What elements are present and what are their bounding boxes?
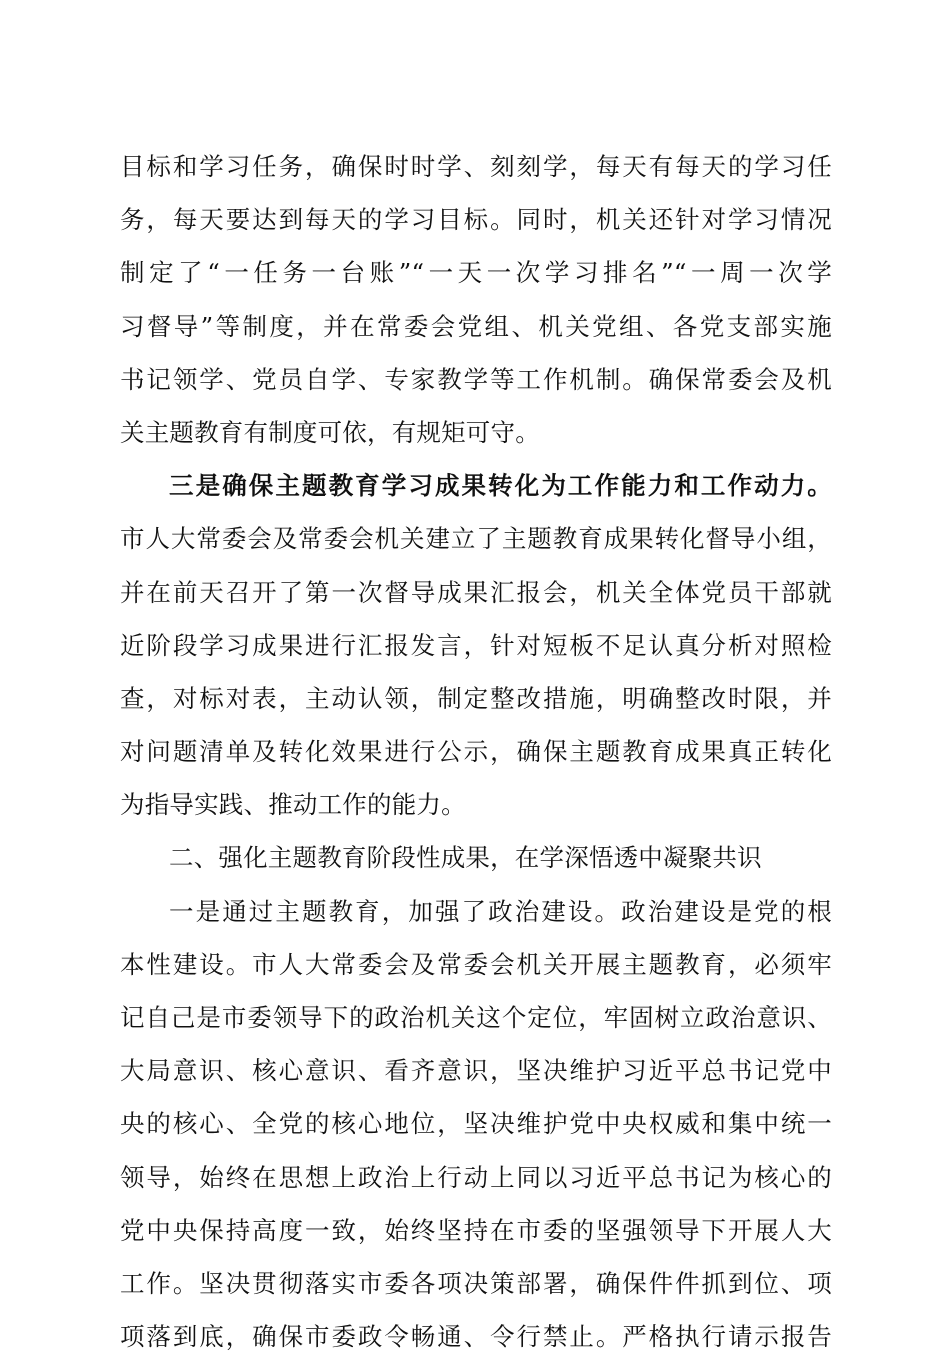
text-line: 市人大常委会及常委会机关建立了主题教育成果转化督导小组， xyxy=(120,524,832,554)
text-line: 记自己是市委领导下的政治机关这个定位，牢固树立政治意识、 xyxy=(120,1003,832,1032)
text-line: 查，对标对表，主动认领，制定整改措施，明确整改时限，并 xyxy=(120,683,832,713)
text-line: 务，每天要达到每天的学习目标。同时，机关还针对学习情况 xyxy=(120,205,832,235)
text-line: 央的核心、全党的核心地位，坚决维护党中央权威和集中统一 xyxy=(120,1109,832,1139)
text-line: 对问题清单及转化效果进行公示，确保主题教育成果真正转化 xyxy=(120,737,832,767)
point-three-lead: 三是确保主题教育学习成果转化为工作能力和工作动力。 xyxy=(169,471,832,501)
text-line: 为指导实践、推动工作的能力。 xyxy=(120,790,466,820)
text-line: 习督导”等制度，并在常委会党组、机关党组、各党支部实施 xyxy=(120,311,832,341)
text-line: 本性建设。市人大常委会及常委会机关开展主题教育，必须牢 xyxy=(120,949,832,979)
text-line: 制定了“一任务一台账”“一天一次学习排名”“一周一次学 xyxy=(120,258,832,288)
text-line: 关主题教育有制度可依，有规矩可守。 xyxy=(120,417,540,447)
text-line: 工作。坚决贯彻落实市委各项决策部署，确保件件抓到位、项 xyxy=(120,1268,832,1298)
text-line: 大局意识、核心意识、看齐意识，坚决维护习近平总书记党中 xyxy=(120,1056,832,1086)
text-line: 书记领学、党员自学、专家教学等工作机制。确保常委会及机 xyxy=(120,364,832,394)
document-body xyxy=(120,140,832,1363)
text-line: 并在前天召开了第一次督导成果汇报会，机关全体党员干部就 xyxy=(120,577,832,607)
text-line: 项落到底，确保市委政令畅通、令行禁止。严格执行请示报告 xyxy=(120,1322,832,1352)
text-line: 一是通过主题教育，加强了政治建设。政治建设是党的根 xyxy=(169,896,832,926)
text-line: 近阶段学习成果进行汇报发言，针对短板不足认真分析对照检 xyxy=(120,630,832,660)
text-line: 目标和学习任务，确保时时学、刻刻学，每天有每天的学习任 xyxy=(120,152,832,181)
text-line: 领导，始终在思想上政治上行动上同以习近平总书记为核心的 xyxy=(120,1162,832,1192)
section-heading: 二、强化主题教育阶段性成果，在学深悟透中凝聚共识 xyxy=(169,843,762,873)
text-line: 党中央保持高度一致，始终坚持在市委的坚强领导下开展人大 xyxy=(120,1215,832,1245)
